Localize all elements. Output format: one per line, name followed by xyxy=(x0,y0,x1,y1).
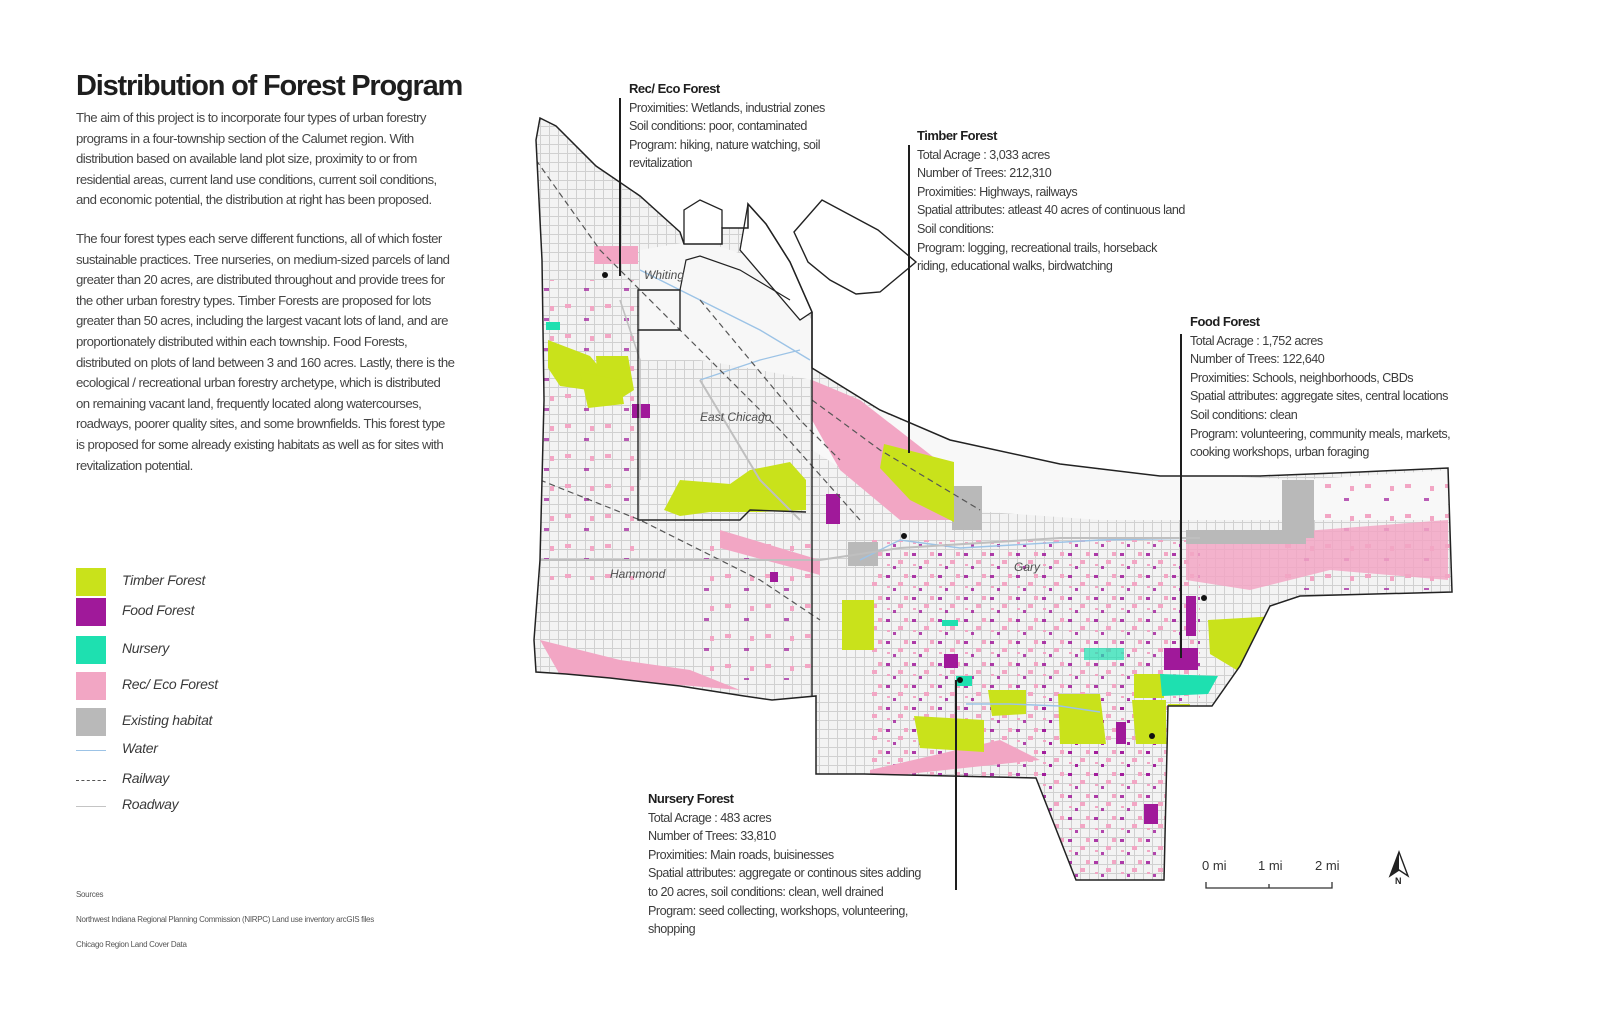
callout-line: Number of Trees: 212,310 xyxy=(917,166,1052,181)
callout-line: Soil conditions: xyxy=(917,221,994,236)
callout-line: Total Acrage : 483 acres xyxy=(648,810,772,825)
scale-label-1: 1 mi xyxy=(1258,858,1283,873)
legend-label: Timber Forest xyxy=(122,572,206,588)
callout-line: Number of Trees: 33,810 xyxy=(648,829,776,844)
place-whiting: Whiting xyxy=(644,268,685,282)
place-hammond: Hammond xyxy=(610,567,666,581)
callout-food xyxy=(1190,313,1450,462)
callout-title: Timber Forest xyxy=(917,128,997,143)
callout-line: Spatial attributes: aggregate sites, central locations xyxy=(1190,389,1448,404)
intro-paragraph-2: The four forest types each serve different functions, all of which foster sustainable practices. Tree nurseries, on medium-sized parcels of land greater than 20 acres, are distributed throughout and provide trees for the other urban forestry types. Timber Forests are proposed for lots greater than 50 acres, including the largest vacant lots of land, and are proportionately distributed within each township. Food Forests, distributed on plots of land between 3 and 160 acres. Lastly, there is the ecological / recreational urban forestry archetype, which is distributed on remaining vacant land, frequently located along watercourses, roadways, poorer quality sites, and some brownfields. This forest type is proposed for some already existing habitats as well as for sites with revitalization potential. xyxy=(76,230,455,473)
rec-leader xyxy=(619,98,621,276)
callout-line: Program: seed collecting, workshops, volunteering, xyxy=(648,903,908,918)
sources-heading: Sources xyxy=(76,890,104,899)
scale-ruler xyxy=(1200,872,1340,902)
legend-label: Roadway xyxy=(122,796,179,812)
callout-line: Program: hiking, nature watching, soil xyxy=(629,137,820,152)
callout-line: shopping xyxy=(648,922,696,937)
callout-rec xyxy=(629,80,825,173)
callout-line: Proximities: Main roads, buisinesses xyxy=(648,847,834,862)
callout-line: Program: logging, recreational trails, horseback xyxy=(917,240,1157,255)
harbor-pier xyxy=(794,200,916,294)
source-2: Chicago Region Land Cover Data xyxy=(76,940,187,949)
page-title: Distribution of Forest Program xyxy=(76,70,463,102)
callout-line: revitalization xyxy=(629,156,692,171)
callout-line: riding, educational walks, birdwatching xyxy=(917,259,1113,274)
callout-line: Total Acrage : 1,752 acres xyxy=(1190,333,1323,348)
timber-leader xyxy=(908,145,910,453)
callout-line: Program: volunteering, community meals, markets, xyxy=(1190,426,1451,441)
callout-timber xyxy=(917,127,1185,276)
source-1: Northwest Indiana Regional Planning Commission (NIRPC) Land use inventory arcGIS files xyxy=(76,915,374,924)
callout-line: Proximities: Schools, neighborhoods, CBDs xyxy=(1190,370,1414,385)
legend-label: Food Forest xyxy=(122,602,195,618)
callout-title: Food Forest xyxy=(1190,314,1260,329)
callout-line: Soil conditions: clean xyxy=(1190,407,1298,422)
legend-label: Water xyxy=(122,740,158,756)
scale-label-0: 0 mi xyxy=(1202,858,1227,873)
north-label: N xyxy=(1395,876,1402,886)
legend-label: Existing habitat xyxy=(122,712,213,728)
callout-line: to 20 acres, soil conditions: clean, well drained xyxy=(648,884,884,899)
nursery-leader xyxy=(955,680,957,890)
north-arrow xyxy=(1386,850,1412,891)
place-east-chicago: East Chicago xyxy=(700,410,772,424)
callout-line: Proximities: Highways, railways xyxy=(917,184,1078,199)
callout-line: Spatial attributes: atleast 40 acres of continuous land xyxy=(917,203,1185,218)
callout-nursery xyxy=(648,790,921,939)
callout-title: Rec/ Eco Forest xyxy=(629,81,720,96)
food-leader xyxy=(1180,334,1182,658)
intro-paragraph-1: The aim of this project is to incorporate four types of urban forestry programs in a four-township section of the Calumet region. With distribution based on available land plot size, proximity to or from residential areas, current land use conditions, current soil conditions, and economic potential, the distribution at right has been proposed. xyxy=(76,110,437,208)
callout-line: Soil conditions: poor, contaminated xyxy=(629,119,807,134)
callout-line: Proximities: Wetlands, industrial zones xyxy=(629,100,825,115)
callout-title: Nursery Forest xyxy=(648,791,734,806)
legend-label: Rec/ Eco Forest xyxy=(122,676,218,692)
place-gary: Gary xyxy=(1014,560,1041,574)
callout-line: Number of Trees: 122,640 xyxy=(1190,352,1325,367)
callout-line: cooking workshops, urban foraging xyxy=(1190,445,1369,460)
callout-line: Total Acrage : 3,033 acres xyxy=(917,147,1050,162)
legend-label: Nursery xyxy=(122,640,169,656)
callout-line: Spatial attributes: aggregate or continous sites adding xyxy=(648,866,921,881)
legend-label: Railway xyxy=(122,770,169,786)
scale-label-2: 2 mi xyxy=(1315,858,1340,873)
